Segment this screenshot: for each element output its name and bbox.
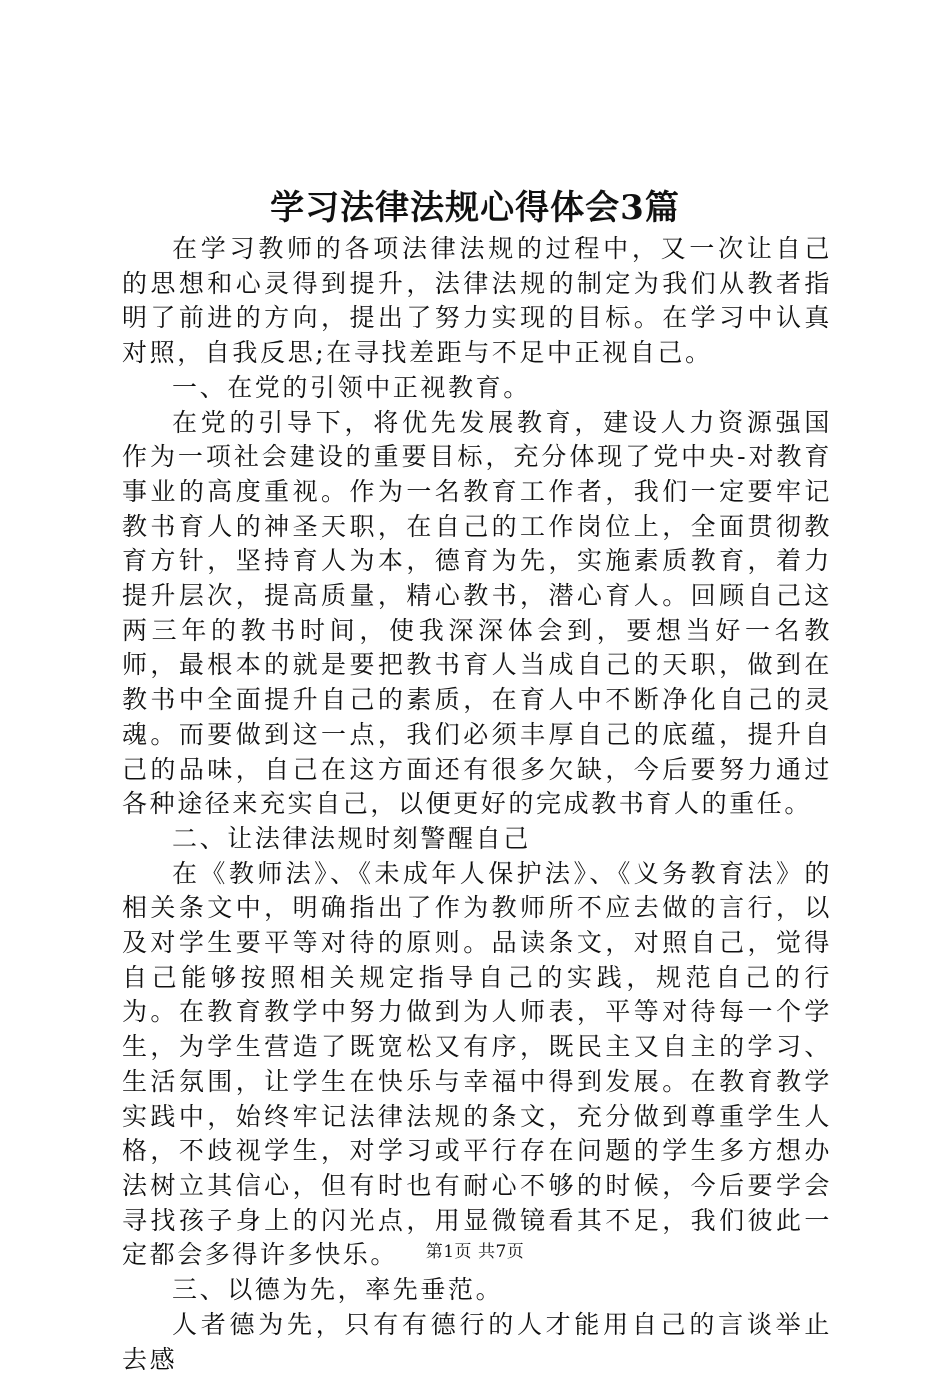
document-body [122, 232, 832, 1377]
document-title: 学习法律法规心得体会3篇 [270, 188, 680, 228]
paragraph-section-1: 在党的引导下，将优先发展教育，建设人力资源强国作为一项社会建设的重要目标，充分体现了党中央-对教育事业的高度重视。作为一名教育工作者，我们一定要牢记教书育人的神圣天职，在自己的工作岗位上，全面贯彻教育方针，坚持育人为本，德育为先，实施素质教育，着力提升层次，提高质量，精心教书，潜心育人。回顾自己这两三年的教书时间，使我深深体会到，要想当好一名教师，最根本的就是要把教书育人当成自己的天职，做到在教书中全面提升自己的素质，在育人中不断净化自己的灵魂。而要做到这一点，我们必须丰厚自己的底蕴，提升自己的品味，自己在这方面还有很多欠缺，今后要努力通过各种途径来充实自己，以便更好的完成教书育人的重任。 [122, 407, 832, 819]
paragraph-intro: 在学习教师的各项法律法规的过程中，又一次让自己的思想和心灵得到提升，法律法规的制定为我们从教者指明了前进的方向，提出了努力实现的目标。在学习中认真对照，自我反思;在寻找差距与不足中正视自己。 [122, 234, 832, 368]
page-number-footer: 第1页 共7页 [425, 1242, 525, 1262]
paragraph-section-3: 人者德为先，只有有德行的人才能用自己的言谈举止去感 [122, 1309, 832, 1374]
section-heading-3: 三、以德为先，率先垂范。 [172, 1275, 504, 1305]
paragraph-section-2: 在《教师法》、《未成年人保护法》、《义务教育法》的相关条文中，明确指出了作为教师所不应去做的言行，以及对学生要平等对待的原则。品读条文，对照自己，觉得自己能够按照相关规定指导自己的实践，规范自己的行为。在教育教学中努力做到为人师表，平等对待每一个学生，为学生营造了既宽松又有序，既民主又自主的学习、生活氛围，让学生在快乐与幸福中得到发展。在教育教学实践中，始终牢记法律法规的条文，充分做到尊重学生人格，不歧视学生，对学习或平行存在问题的学生多方想办法树立其信心，但有时也有耐心不够的时候，今后要学会寻找孩子身上的闪光点，用显微镜看其不足，我们彼此一定都会多得许多快乐。 [122, 858, 832, 1270]
section-heading-1: 一、在党的引领中正视教育。 [172, 372, 531, 402]
section-heading-2: 二、让法律法规时刻警醒自己 [172, 823, 531, 853]
